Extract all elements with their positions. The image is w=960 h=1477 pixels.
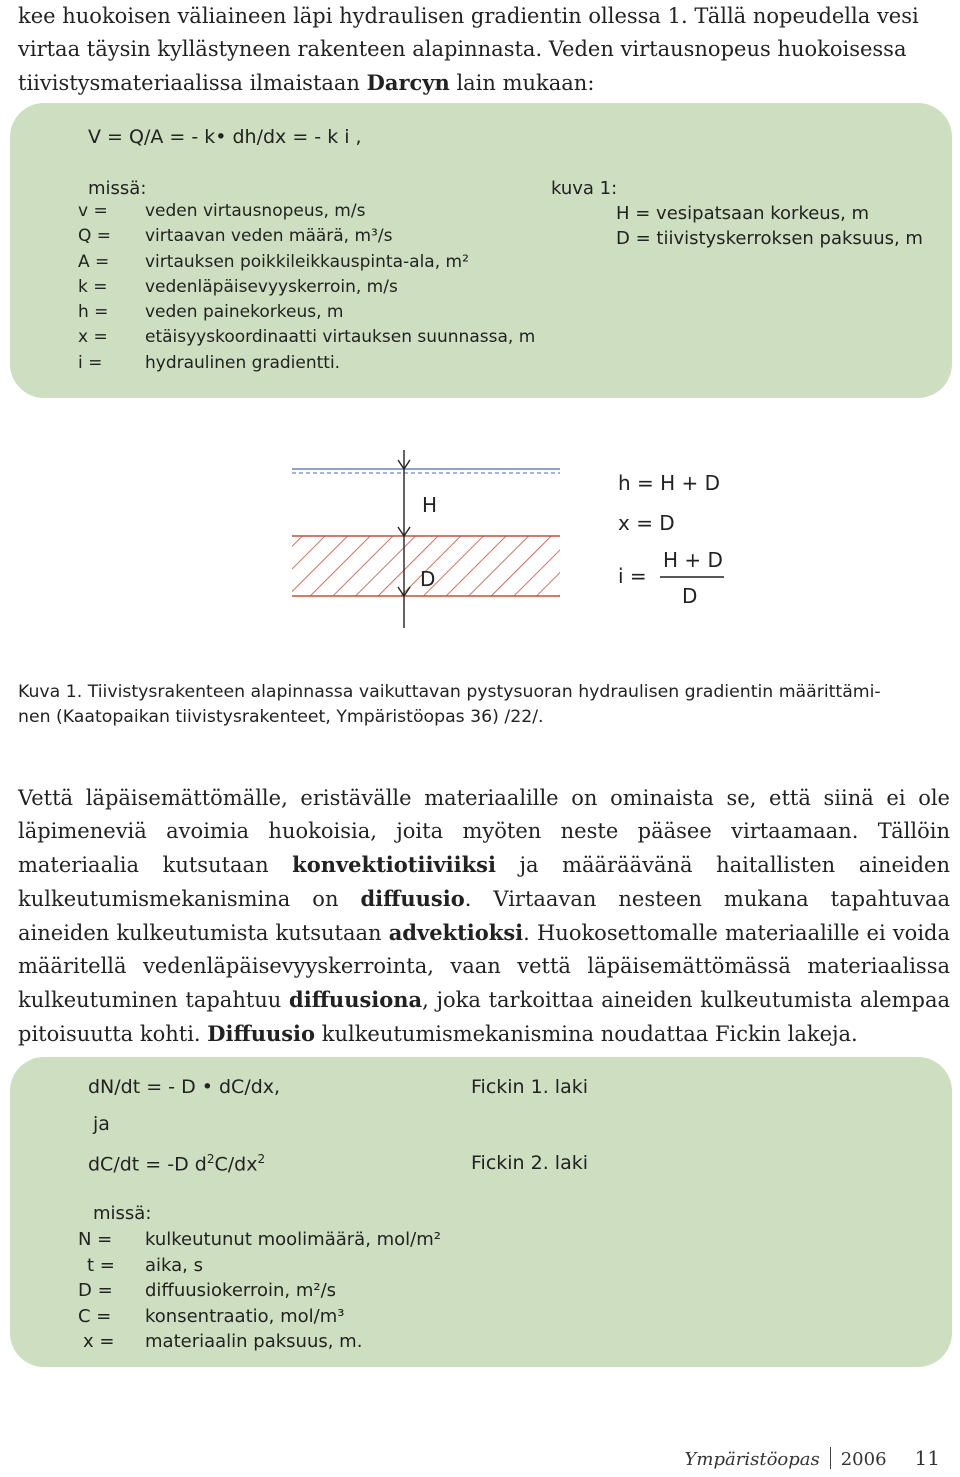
fick-ja: ja <box>93 1113 110 1135</box>
variable-symbol: k = <box>78 276 108 297</box>
term-konvektiotiivis: konvektiotiiviiksi <box>292 852 496 877</box>
footer-year: 2006 <box>840 1449 887 1470</box>
fick-law-1-name: Fickin 1. laki <box>471 1076 589 1098</box>
variable-symbol: h = <box>78 302 109 323</box>
label-d: D <box>420 567 436 591</box>
equation-i-denominator: D <box>682 584 698 608</box>
variable-desc: virtauksen poikkileikkauspinta-ala, m² <box>145 251 469 272</box>
intro-line-3 <box>18 66 948 100</box>
fick-law-2-pre: dC/dt = -D d <box>88 1153 207 1176</box>
body-text-4: . Huokosettomalle materiaalille ei voida määritellä vedenläpäisevyyskerrointa, vaan vettä läpäisemättömässä materiaalissa kulkeutuminen tapahtuu <box>18 921 950 1012</box>
figure-caption <box>18 680 948 730</box>
intro-line-1: kee huokoisen väliaineen läpi hydraulisen gradientin ollessa 1. Tällä nopeudella vesi <box>18 4 919 28</box>
variable-symbol: t = <box>87 1254 115 1276</box>
term-diffuusiona: diffuusiona <box>289 987 423 1012</box>
fick-law-1: dN/dt = - D • dC/dx, <box>88 1076 281 1098</box>
fick-law-2-sup: 2 <box>206 1152 215 1166</box>
variable-symbol: x = <box>78 327 108 348</box>
variable-desc: diffuusiokerroin, m²/s <box>145 1280 337 1301</box>
fick-law-2 <box>88 1152 265 1175</box>
body-text-3: . Virtaavan nesteen mukana tapahtuvaa aineiden kulkeutumista kutsutaan <box>18 887 950 945</box>
body-text-2: ja määräävänä haitallisten aineiden kulkeutumismekanismina on <box>18 853 950 911</box>
kuva-label: kuva 1: <box>551 178 618 199</box>
body-text-6: kulkeutumismekanismina noudattaa Fickin lakeja. <box>315 1022 858 1046</box>
page-number: 11 <box>914 1446 940 1470</box>
body-paragraph <box>18 782 950 1051</box>
term-diffuusio-2: Diffuusio <box>207 1021 316 1046</box>
variable-symbol: x = <box>83 1331 115 1352</box>
variable-desc: etäisyyskoordinaatti virtauksen suunnassa, m <box>145 327 536 348</box>
equation-i-numerator: H + D <box>663 548 723 572</box>
footer-publication: Ympäristöopas <box>684 1449 820 1470</box>
fick-law-2-mid: C/dx <box>214 1153 258 1176</box>
variable-desc: virtaavan veden määrä, m³/s <box>145 226 393 247</box>
term-advektio: advektioksi <box>388 920 524 945</box>
page-footer <box>685 1446 940 1470</box>
variable-desc: materiaalin paksuus, m. <box>145 1331 363 1352</box>
variable-desc: hydraulinen gradientti. <box>145 352 341 373</box>
intro-line-3-pre: tiivistysmateriaalissa ilmaistaan <box>18 71 367 95</box>
darcy-formula: V = Q/A = - k• dh/dx = - k i , <box>88 126 362 148</box>
body-text-1: Vettä läpäisemättömälle, eristävälle materiaalille on ominaista se, että siinä ei ole läpimeneviä avoimia huokoisia, joita myöten neste pääsee virtaamaan. Tällöin materiaalia kutsutaan <box>18 786 950 877</box>
caption-line-2: nen (Kaatopaikan tiivistysrakenteet, Ympäristöopas 36) /22/. <box>18 707 544 727</box>
variable-desc: veden virtausnopeus, m/s <box>145 201 366 221</box>
variable-desc: aika, s <box>145 1254 203 1276</box>
variable-desc: konsentraatio, mol/m³ <box>145 1305 345 1327</box>
variable-symbol: D = <box>78 1280 113 1301</box>
body-text-5: , joka tarkoittaa aineiden kulkeutumista alempaa pitoisuutta kohti. <box>18 988 950 1046</box>
variable-desc: veden painekorkeus, m <box>145 302 344 323</box>
variable-symbol: Q = <box>78 226 112 247</box>
intro-paragraph <box>18 0 948 100</box>
fick-law-2-name: Fickin 2. laki <box>471 1152 589 1174</box>
darcy-term: Darcyn <box>366 70 450 95</box>
hydraulic-gradient-figure <box>262 440 752 635</box>
intro-line-2: virtaa täysin kyllästyneen rakenteen alapinnasta. Veden virtausnopeus huokoisessa <box>18 37 907 61</box>
fick-where-label: missä: <box>93 1203 152 1224</box>
darcy-where-label: missä: <box>88 178 147 199</box>
equation-h: h = H + D <box>618 471 721 495</box>
variable-symbol: i = <box>78 352 103 373</box>
variable-symbol: N = <box>78 1229 113 1250</box>
variable-symbol: C = <box>78 1305 112 1327</box>
caption-line-1: Kuva 1. Tiivistysrakenteen alapinnassa vaikuttavan pystysuoran hydraulisen gradientin määrittämi- <box>18 682 881 702</box>
term-diffuusio: diffuusio <box>360 886 465 911</box>
kuva-line-h: H = vesipatsaan korkeus, m <box>616 203 870 224</box>
variable-symbol: A = <box>78 251 110 272</box>
equation-i-lhs: i = <box>618 564 647 588</box>
kuva-line-d: D = tiivistyskerroksen paksuus, m <box>616 228 923 249</box>
label-h: H <box>422 493 438 517</box>
variable-symbol: v = <box>78 201 108 221</box>
footer-separator <box>830 1447 831 1469</box>
variable-desc: vedenläpäisevyyskerroin, m/s <box>145 276 398 297</box>
fick-law-2-sup2: 2 <box>257 1152 266 1166</box>
equation-x: x = D <box>618 511 675 535</box>
variable-desc: kulkeutunut moolimäärä, mol/m² <box>145 1229 441 1250</box>
intro-line-3-post: lain mukaan: <box>449 71 595 95</box>
